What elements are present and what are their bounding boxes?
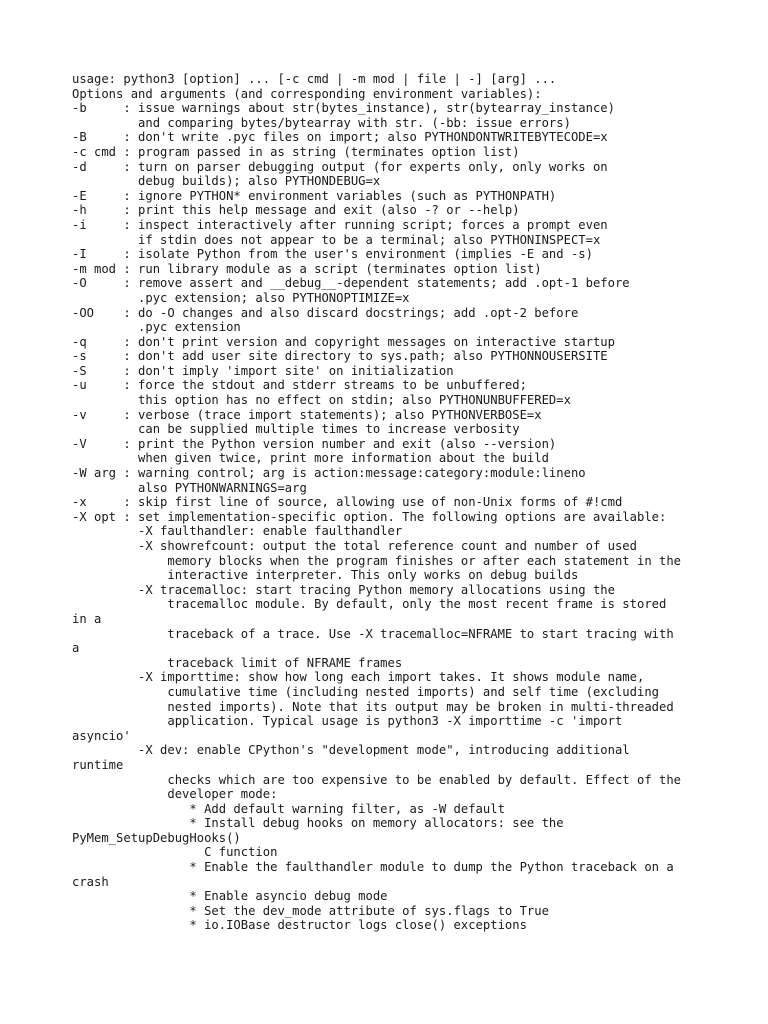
- option-line: -O : remove assert and __debug__-dependent statements; add .opt-1 before: [72, 276, 630, 291]
- x-option-line: -X importtime: show how long each import takes. It shows module name,: [72, 670, 645, 685]
- option-line: -i : inspect interactively after running script; forces a prompt even: [72, 217, 608, 232]
- x-option-line: asyncio': [72, 728, 131, 743]
- option-line: can be supplied multiple times to increase verbosity: [72, 422, 520, 437]
- dev-mode-bullet: * Enable the faulthandler module to dump the Python traceback on a: [72, 860, 674, 875]
- x-option-line: -X dev: enable CPython's "development mode", introducing additional: [72, 743, 630, 758]
- x-option-line: -X showrefcount: output the total reference count and number of used: [72, 539, 637, 553]
- option-line: .pyc extension: [72, 320, 241, 335]
- options-heading: Options and arguments (and corresponding environment variables):: [72, 86, 542, 101]
- option-line: debug builds); also PYTHONDEBUG=x: [72, 174, 381, 189]
- option-line: if stdin does not appear to be a terminal; also PYTHONINSPECT=x: [72, 232, 601, 247]
- option-line: -h : print this help message and exit (also -? or --help): [72, 203, 520, 218]
- x-option-line: runtime: [72, 757, 124, 772]
- option-line: -S : don't imply 'import site' on initialization: [72, 363, 454, 378]
- x-option-line: interactive interpreter. This only works on debug builds: [72, 568, 579, 583]
- x-option-line: nested imports). Note that its output may be broken in multi-threaded: [72, 699, 674, 714]
- option-line: -q : don't print version and copyright messages on interactive startup: [72, 334, 615, 349]
- dev-mode-bullet: * Install debug hooks on memory allocators: see the: [72, 816, 564, 831]
- option-line: -v : verbose (trace import statements); also PYTHONVERBOSE=x: [72, 407, 542, 422]
- option-line: -W arg : warning control; arg is action:message:category:module:lineno: [72, 466, 586, 481]
- option-line: -E : ignore PYTHON* environment variables (such as PYTHONPATH): [72, 188, 557, 203]
- x-option-line: cumulative time (including nested imports) and self time (excluding: [72, 684, 659, 699]
- dev-mode-bullet: PyMem_SetupDebugHooks(): [72, 830, 241, 845]
- help-text-document: [72, 72, 712, 933]
- x-option-line: traceback of a trace. Use -X tracemalloc=NFRAME to start tracing with: [72, 626, 674, 641]
- dev-mode-bullet: * Add default warning filter, as -W default: [72, 801, 505, 816]
- option-line: also PYTHONWARNINGS=arg: [72, 480, 307, 495]
- option-line: when given twice, print more information about the build: [72, 451, 549, 466]
- dev-mode-bullet: * Set the dev_mode attribute of sys.flags to True: [72, 903, 549, 918]
- x-option-line: memory blocks when the program finishes or after each statement in the: [72, 553, 682, 568]
- option-line: -b : issue warnings about str(bytes_instance), str(bytearray_instance): [72, 101, 615, 116]
- x-option-line: in a: [72, 611, 102, 626]
- x-option-line: -X faulthandler: enable faulthandler: [72, 524, 403, 539]
- option-line: -I : isolate Python from the user's environment (implies -E and -s): [72, 247, 593, 262]
- option-line: -c cmd : program passed in as string (terminates option list): [72, 144, 520, 159]
- option-line: -X opt : set implementation-specific option. The following options are available:: [72, 509, 667, 524]
- option-line: -x : skip first line of source, allowing use of non-Unix forms of #!cmd: [72, 495, 623, 510]
- option-line: -u : force the stdout and stderr streams to be unbuffered;: [72, 378, 527, 393]
- option-line: .pyc extension; also PYTHONOPTIMIZE=x: [72, 290, 410, 305]
- dev-mode-bullet: crash: [72, 874, 109, 889]
- dev-mode-bullet: C function: [72, 845, 278, 860]
- option-line: -OO : do -O changes and also discard docstrings; add .opt-2 before: [72, 305, 579, 320]
- usage-line: usage: python3 [option] ... [-c cmd | -m mod | file | -] [arg] ...: [72, 72, 557, 86]
- x-option-line: application. Typical usage is python3 -X importtime -c 'import: [72, 714, 623, 729]
- option-line: and comparing bytes/bytearray with str. (-bb: issue errors): [72, 115, 571, 130]
- x-option-line: a: [72, 641, 80, 656]
- option-line: -d : turn on parser debugging output (for experts only, only works on: [72, 159, 608, 174]
- option-line: -B : don't write .pyc files on import; also PYTHONDONTWRITEBYTECODE=x: [72, 130, 608, 145]
- x-option-line: developer mode:: [72, 787, 278, 802]
- option-line: this option has no effect on stdin; also PYTHONUNBUFFERED=x: [72, 393, 571, 408]
- option-line: -m mod : run library module as a script (terminates option list): [72, 261, 542, 276]
- x-option-line: -X tracemalloc: start tracing Python memory allocations using the: [72, 582, 615, 597]
- option-line: -V : print the Python version number and exit (also --version): [72, 436, 557, 451]
- dev-mode-bullet: * Enable asyncio debug mode: [72, 889, 388, 904]
- option-line: -s : don't add user site directory to sys.path; also PYTHONNOUSERSITE: [72, 349, 608, 364]
- x-option-line: tracemalloc module. By default, only the most recent frame is stored: [72, 597, 667, 612]
- dev-mode-bullet: * io.IOBase destructor logs close() exceptions: [72, 918, 527, 933]
- x-option-line: traceback limit of NFRAME frames: [72, 655, 403, 670]
- x-option-line: checks which are too expensive to be enabled by default. Effect of the: [72, 772, 682, 787]
